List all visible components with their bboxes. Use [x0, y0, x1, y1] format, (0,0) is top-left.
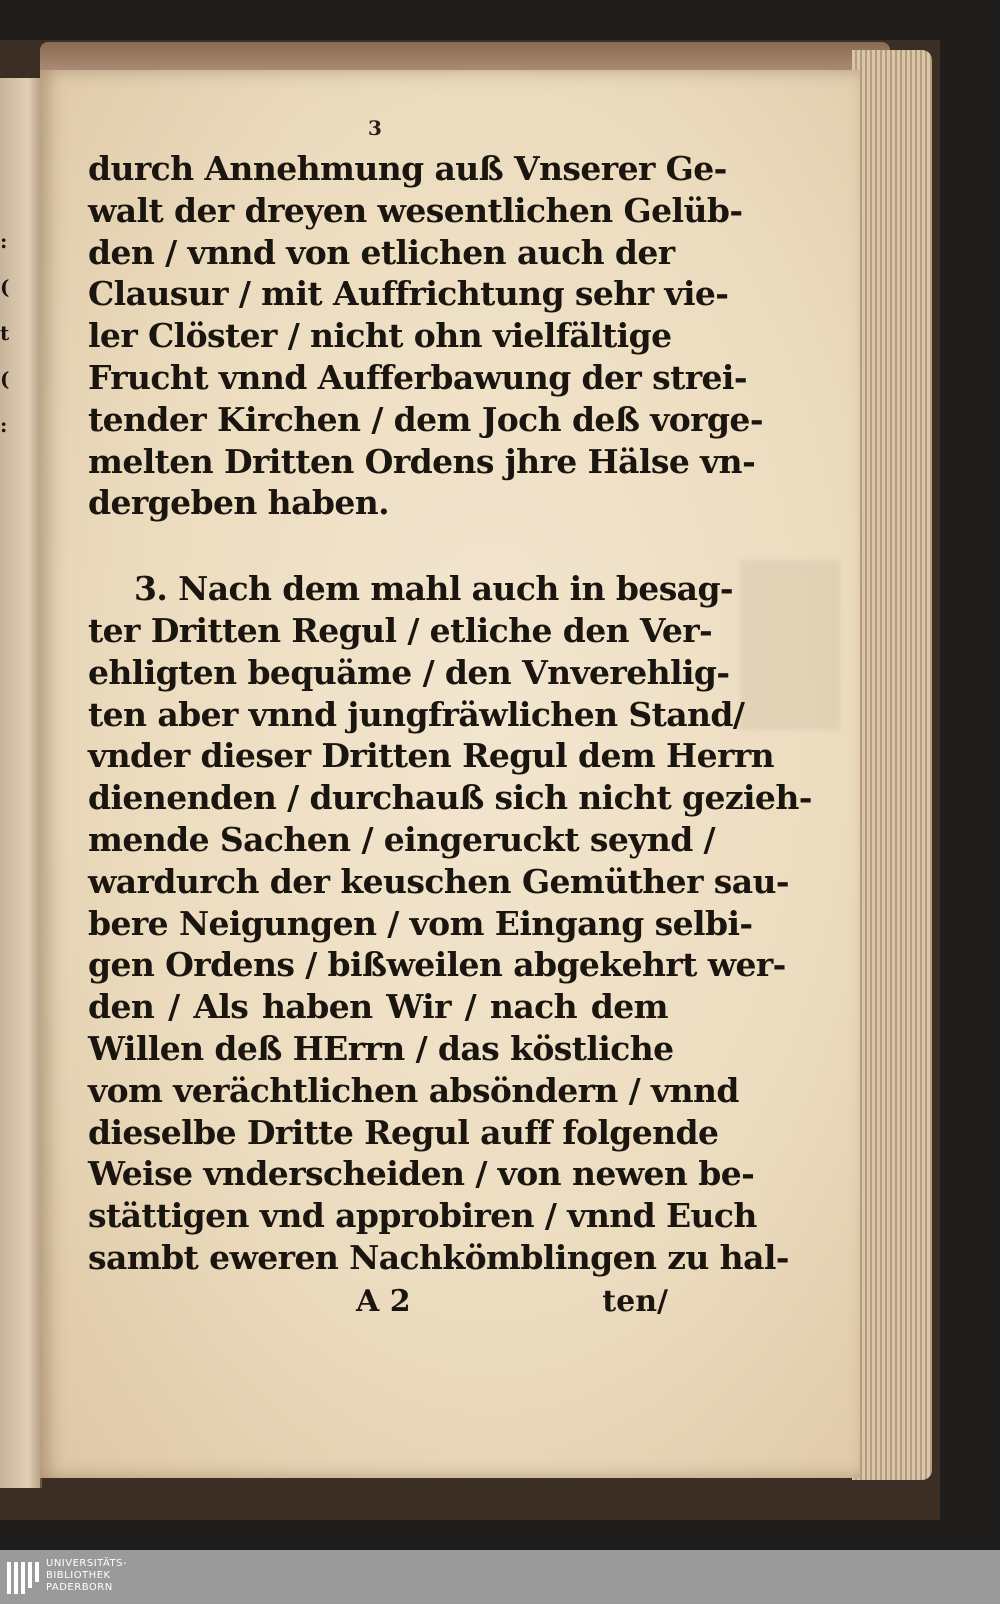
text-line: bere Neigungen / vom Eingang selbi- [88, 903, 753, 943]
library-footer-bar [0, 1550, 1000, 1604]
text-line: melten Dritten Ordens jhre Hälse vn- [88, 441, 756, 481]
text-line: Frucht vnnd Aufferbawung der strei- [88, 357, 747, 397]
library-name [46, 1558, 127, 1594]
text-line: gen Ordens / bißweilen abgekehrt wer- [88, 945, 786, 985]
text-line: tender Kirchen / dem Joch deß vorge- [88, 399, 763, 439]
text-line: Weise vnderscheiden / von newen be- [88, 1154, 755, 1194]
text-line: stättigen vnd approbiren / vnnd Euch [88, 1196, 757, 1236]
text-line: Clausur / mit Auffrichtung sehr vie- [88, 274, 729, 314]
left-page-edge [0, 78, 42, 1488]
text-line: vom verächtlichen absöndern / vnnd [88, 1070, 739, 1110]
text-line: ehligten bequäme / den Vnverehlig- [88, 652, 730, 692]
text-line: den / vnnd von etlichen auch der [88, 232, 675, 272]
text-line: dienenden / durchauß sich nicht gezieh- [88, 778, 812, 818]
text-line: ten aber vnnd jungfräwlichen Stand/ [88, 694, 745, 734]
library-name-line: PADERBORN [46, 1582, 113, 1593]
text-line: dergeben haben. [88, 483, 390, 523]
body-text [88, 148, 812, 1279]
text-line: dieselbe Dritte Regul auff folgende [88, 1112, 719, 1152]
left-page-fragments: : ( t ( : [0, 229, 10, 437]
text-line: wardurch der keuschen Gemüther sau- [88, 861, 789, 901]
catchword: ten/ [602, 1284, 668, 1319]
library-logo-icon [6, 1560, 40, 1596]
text-line: walt der dreyen wesentlichen Gelüb- [88, 190, 743, 230]
signature-mark: A 2 [356, 1284, 411, 1319]
text-line: durch Annehmung auß Vnserer Ge- [88, 149, 727, 188]
text-line: 3. Nach dem mahl auch in besag- [134, 569, 734, 609]
text-line: vnder dieser Dritten Regul dem Herrn [88, 736, 774, 776]
text-line: Willen deß HErrn / das köstliche [88, 1028, 674, 1068]
page-number: 3 [368, 116, 382, 140]
text-line: sambt eweren Nachkömblingen zu hal- [88, 1237, 789, 1277]
ink-bleed-through [740, 560, 840, 730]
library-name-line: UNIVERSITÄTS- [46, 1558, 128, 1569]
library-name-line: BIBLIOTHEK [46, 1570, 111, 1581]
page-stack-edges [852, 50, 932, 1480]
text-line: ter Dritten Regul / etliche den Ver- [88, 610, 713, 650]
text-line: ler Clöster / nicht ohn vielfältige [88, 316, 672, 356]
text-line: den / Als haben Wir / nach dem [88, 987, 668, 1027]
text-line: mende Sachen / eingeruckt seynd / [88, 819, 716, 859]
